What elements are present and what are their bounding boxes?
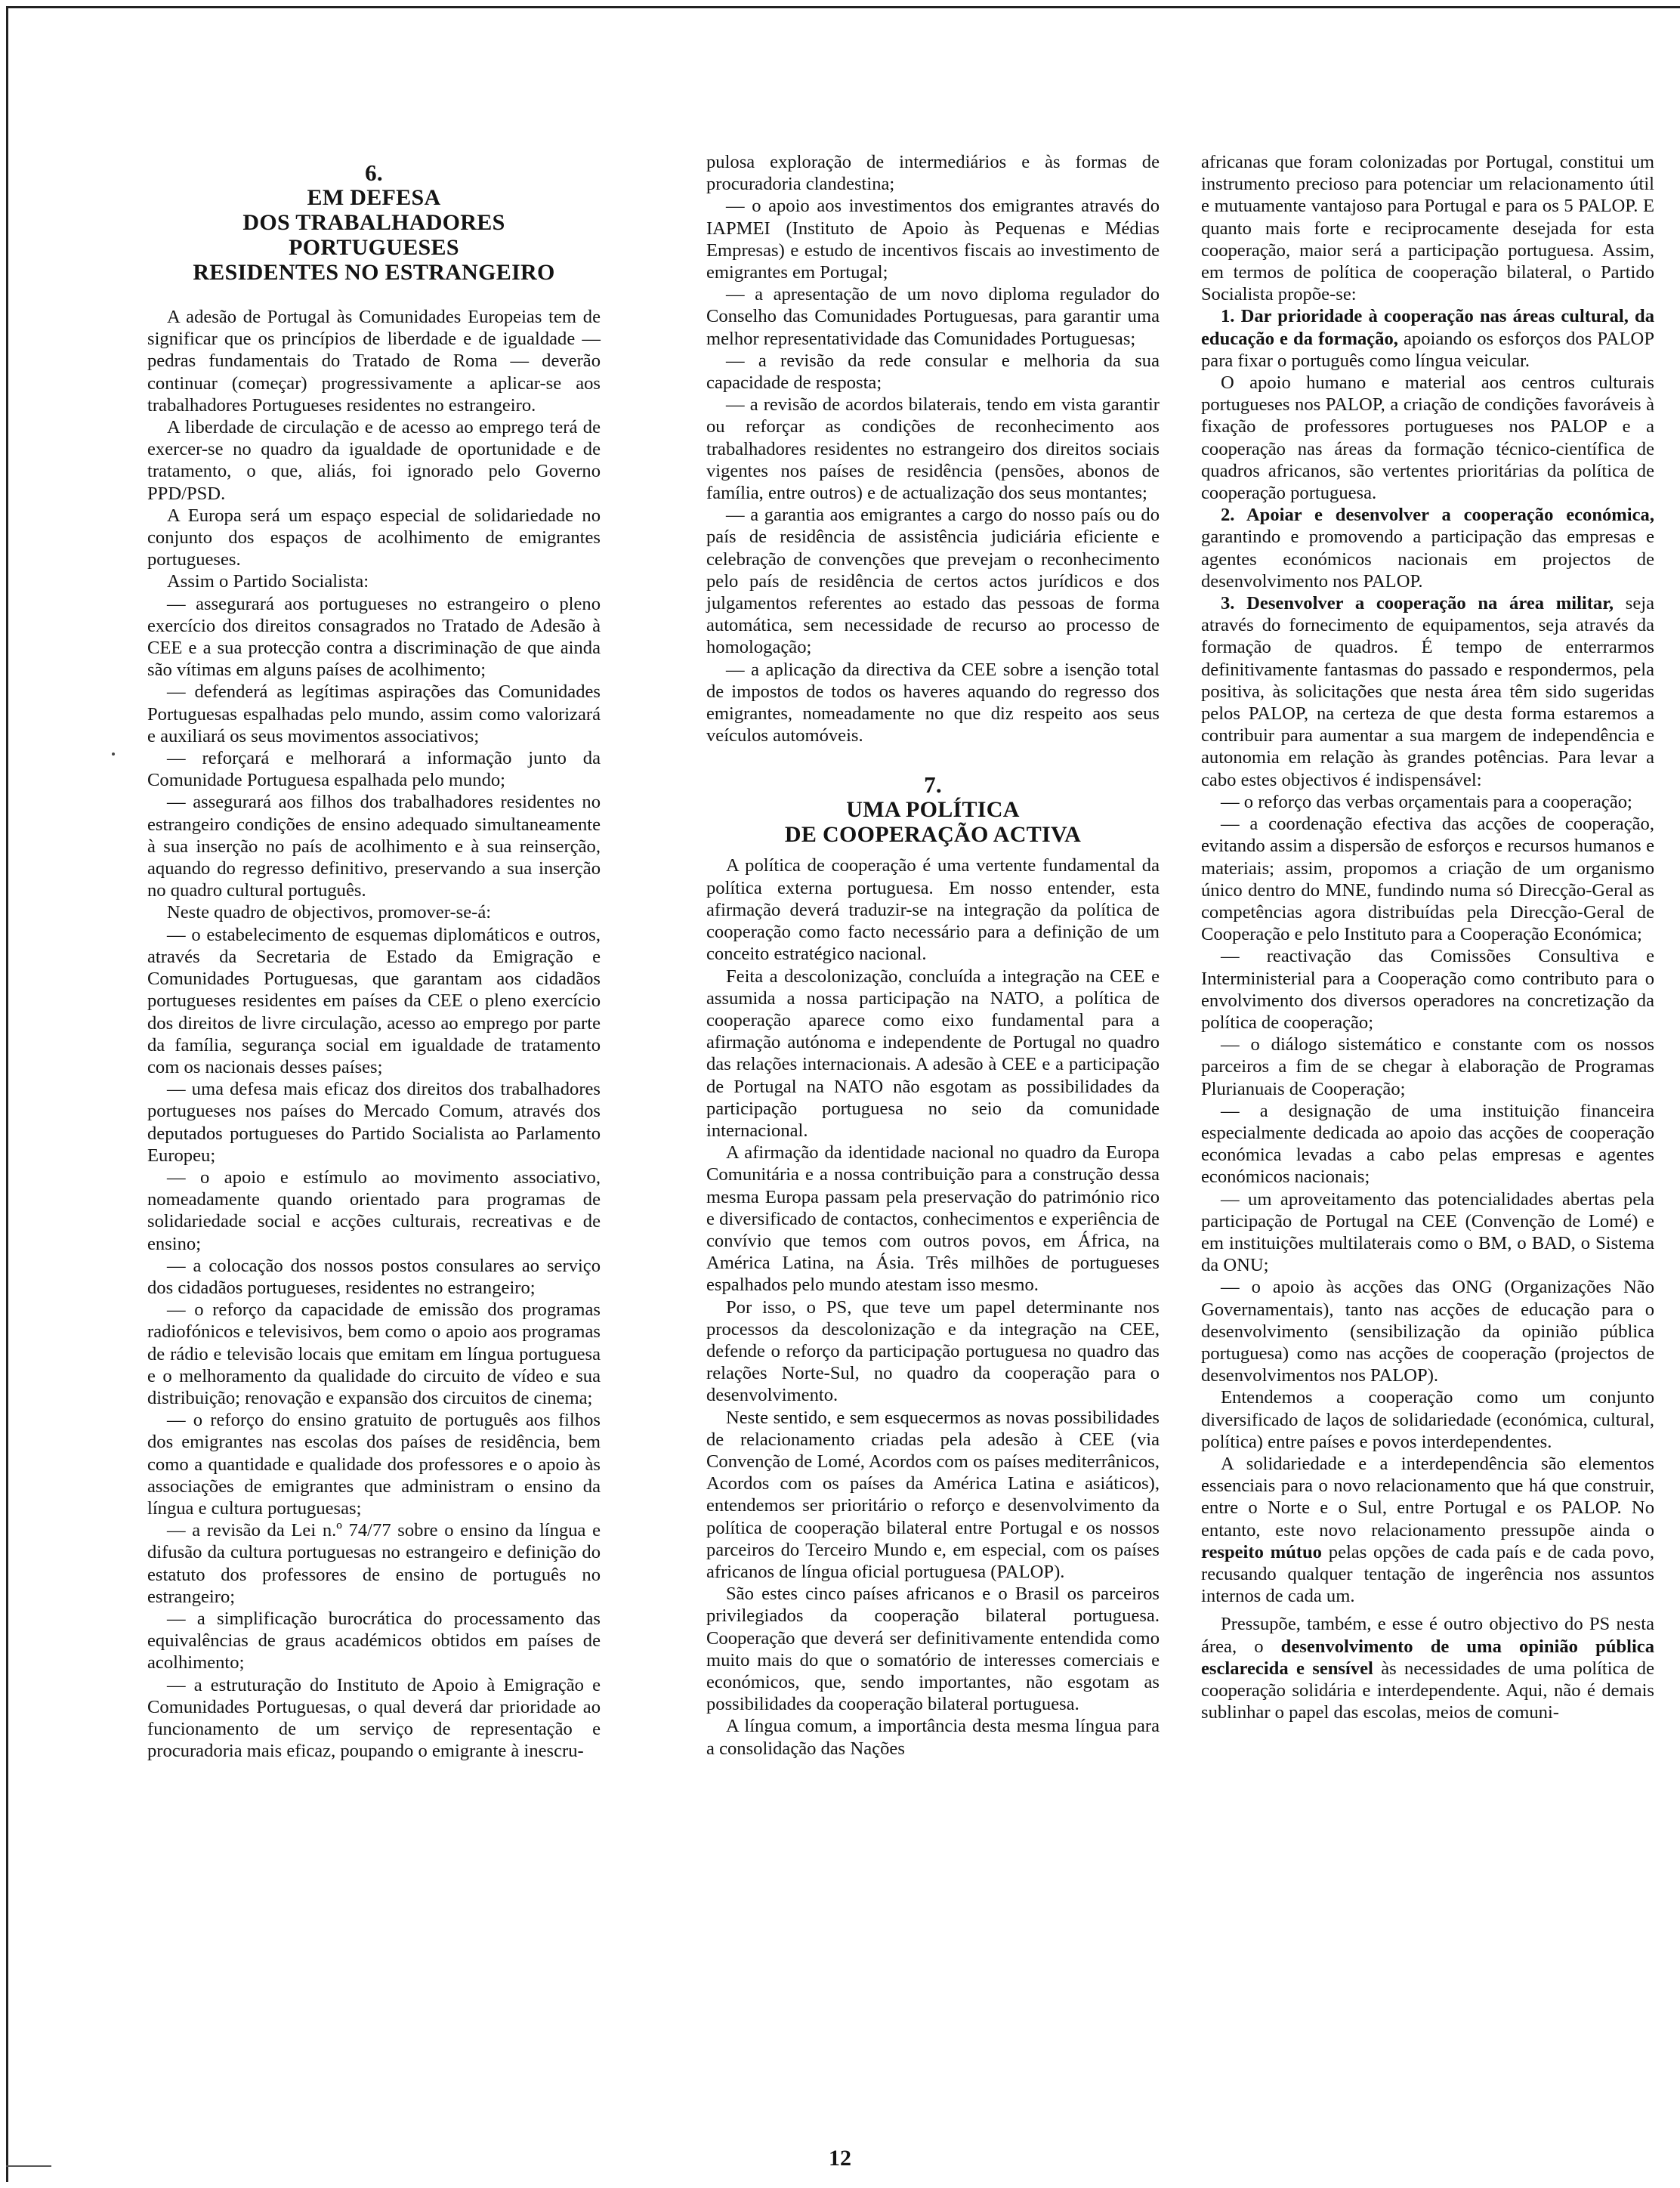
list-item: — o diálogo sistemático e constante com os nossos parceiros a fim de se chegar à elaboração de Programas Plurianuais de Cooperação; bbox=[1201, 1034, 1654, 1099]
list-item: — uma defesa mais eficaz dos direitos dos trabalhadores portugueses nos países do Mercado Comum, através dos deputados portugueses do Partido Socialista ao Parlamento Europeu; bbox=[147, 1079, 601, 1166]
list-item: — a revisão de acordos bilaterais, tendo em vista garantir ou reforçar as condições de reconhecimento aos trabalhadores residentes no estrangeiro dos direitos sociais vigentes nos países de residência (pensões, abonos de família, entre outros) e de actualização dos seus montantes; bbox=[706, 394, 1160, 504]
emphasis: respeito mútuo bbox=[1201, 1541, 1322, 1562]
paragraph: A adesão de Portugal às Comunidades Europeias tem de significar que os princípios de liberdade e de igualdade — pedras fundamentais do Tratado de Roma — deverão continuar (começar) progressivamente a aplicar-se aos trabalhadores Portugueses residentes no estrangeiro. bbox=[147, 307, 601, 416]
paragraph-text: A solidariedade e a interdependência são elementos essenciais para o novo relacionamento que há que construir, entre o Norte e o Sul, entre Portugal e os PALOP. No entanto, este novo relacionamento pressupõe ainda o bbox=[1201, 1453, 1654, 1541]
section-6-title-line: PORTUGUESES bbox=[289, 235, 459, 260]
numbered-item-2 bbox=[1201, 504, 1654, 592]
list-item: — o reforço das verbas orçamentais para a cooperação; bbox=[1221, 791, 1632, 812]
list-item: — a aplicação da directiva da CEE sobre a isenção total de impostos de todos os haveres aquando do regresso dos emigrantes, nomeadamente no que diz respeito aos seus veículos automóveis. bbox=[706, 659, 1160, 746]
list-item: — a simplificação burocrática do processamento das equivalências de graus académicos obtidos em países de acolhimento; bbox=[147, 1608, 601, 1673]
list-item: — o apoio aos investimentos dos emigrantes através do IAPMEI (Instituto de Apoio às Pequenas e Médias Empresas) e estudo de incentivos fiscais ao investimento de emigrantes em Portugal; bbox=[706, 196, 1160, 283]
paragraph: O apoio humano e material aos centros culturais portugueses nos PALOP, a criação de condições favoráveis à fixação de professores portugueses nos PALOP e a cooperação nas áreas da formação técnico-científica de quadros africanos, são vertentes prioritárias da política de cooperação portuguesa. bbox=[1201, 372, 1654, 504]
section-6-title-line: DOS TRABALHADORES bbox=[242, 210, 505, 235]
list-item: — o reforço da capacidade de emissão dos programas radiofónicos e televisivos, bem como o apoio aos programas de rádio e televisão locais que emitam em língua portuguesa e o melhoramento da qualidade do circuito de vídeo e sua distribuição; renovação e expansão dos circuitos de cinema; bbox=[147, 1300, 601, 1408]
column-2 bbox=[706, 151, 1160, 1760]
section-7-heading bbox=[706, 772, 1160, 847]
numbered-item-1-text: apoiando os esforços dos PALOP para fixar o português como língua veicular. bbox=[1201, 328, 1654, 371]
print-speck bbox=[112, 753, 115, 756]
numbered-item-1-heading: 1. Dar prioridade à cooperação nas áreas cultural, da educação e da formação, bbox=[1201, 306, 1654, 349]
paragraph-text: pelas opções de cada país e de cada povo, recusando qualquer tentação de ingerência nos assuntos internos de cada um. bbox=[1201, 1541, 1654, 1607]
emphasis: desenvolvimento de uma opinião pública esclarecida e sensível bbox=[1201, 1636, 1654, 1679]
paragraph: São estes cinco países africanos e o Brasil os parceiros privilegiados da cooperação bilateral portuguesa. Cooperação que deverá ser definitivamente entendida como muito mais do que o somatório de interesses comerciais e económicos, que, sendo importantes, não esgotam as possibilidades da cooperação bilateral portuguesa. bbox=[706, 1584, 1160, 1715]
paragraph: Assim o Partido Socialista: bbox=[167, 571, 369, 592]
paragraph: Feita a descolonização, concluída a integração na CEE e assumida a nossa participação na NATO, a política de cooperação aparece como eixo fundamental para a afirmação autónoma e independente de Portugal no quadro das relações internacionais. A adesão à CEE e a participação de Portugal na NATO não esgotam as possibilidades da participação portuguesa no seio da comunidade internacional. bbox=[706, 966, 1160, 1141]
column-1 bbox=[147, 160, 601, 1762]
section-6-heading bbox=[147, 160, 601, 285]
paragraph: A afirmação da identidade nacional no quadro da Europa Comunitária e a nossa contribuição para a construção dessa mesma Europa passam pela preservação do património rico e diversificado de contactos, conhecimentos e experiência de convívio que temos com outros povos, em África, na América Latina, na Ásia. Três milhões de portugueses espalhados pelo mundo atestam isso mesmo. bbox=[706, 1142, 1160, 1296]
list-item: — reactivação das Comissões Consultiva e Interministerial para a Cooperação como contributo para o envolvimento dos diversos operadores na concretização da política de cooperação; bbox=[1201, 946, 1654, 1033]
paragraph bbox=[1201, 1613, 1654, 1723]
list-item: — assegurará aos filhos dos trabalhadores residentes no estrangeiro condições de ensino adequado simultaneamente à sua inserção no país de acolhimento e à sua reinserção, aquando do regresso definitivo, preservando a sua inserção no quadro cultural português. bbox=[147, 792, 601, 901]
numbered-item-2-text: garantindo e promovendo a participação das empresas e agentes económicos nacionais em projectos de desenvolvimento nos PALOP. bbox=[1201, 527, 1654, 592]
paragraph bbox=[1201, 1453, 1654, 1607]
section-6-number: 6. bbox=[365, 159, 383, 186]
section-6-title-line: EM DEFESA bbox=[307, 185, 441, 210]
numbered-item-3 bbox=[1201, 592, 1654, 791]
paragraph-text: às necessidades de uma política de cooperação solidária e interdependente. Aqui, não é demais sublinhar o papel das escolas, meios de comuni- bbox=[1201, 1658, 1654, 1723]
list-item: — a colocação dos nossos postos consulares ao serviço dos cidadãos portugueses, residentes no estrangeiro; bbox=[147, 1255, 601, 1298]
section-6-title-line: RESIDENTES NO ESTRANGEIRO bbox=[193, 260, 555, 285]
paragraph: pulosa exploração de intermediários e às formas de procuradoria clandestina; bbox=[706, 152, 1160, 195]
section-7-title-line: UMA POLÍTICA bbox=[846, 797, 1020, 823]
list-item: — o estabelecimento de esquemas diplomáticos e outros, através da Secretaria de Estado da Emigração e Comunidades Portuguesas, que garantam aos cidadãos portugueses residentes em países da CEE o pleno exercício dos direitos de livre circulação, acesso ao emprego por parte da família, segurança social em igualdade de tratamento com os nacionais desses países; bbox=[147, 924, 601, 1077]
list-item: — assegurará aos portugueses no estrangeiro o pleno exercício dos direitos consagrados no Tratado de Adesão à CEE e a sua protecção contra a discriminação de que ainda são vítimas em alguns países de acolhimento; bbox=[147, 593, 601, 681]
numbered-item-3-text: seja através do fornecimento de equipamentos, seja através da formação de quadros. É tempo de enterrarmos definitivamente fantasmas do passado e respondermos, pela positiva, às solicitações que nesta área têm sido sugeridas pelos PALOP, na certeza de que desta forma estaremos a contribuir para aumentar a sua margem de independência e autonomia em relação às grandes potências. Para levar a cabo estes objectivos é indispensável: bbox=[1201, 593, 1654, 790]
paragraph: A liberdade de circulação e de acesso ao emprego terá de exercer-se no quadro da igualdade de oportunidade e de tratamento, o que, aliás, foi ignorado pelo Governo PPD/PSD. bbox=[147, 417, 601, 504]
list-item: — defenderá as legítimas aspirações das Comunidades Portuguesas espalhadas pelo mundo, assim como valorizará e auxiliará os seus movimentos associativos; bbox=[147, 681, 601, 746]
section-7-number: 7. bbox=[924, 771, 942, 799]
paragraph: africanas que foram colonizadas por Portugal, constitui um instrumento precioso para potenciar um relacionamento útil e mutuamente vantajoso para Portugal e para os 5 PALOP. E quanto mais forte e reciprocamente desejada for esta cooperação, maior será a participação portuguesa. Assim, em termos de política de cooperação bilateral, o Partido Socialista propõe-se: bbox=[1201, 152, 1654, 305]
paragraph: Por isso, o PS, que teve um papel determinante nos processos da descolonização e da integração na CEE, defende o reforço da participação portuguesa no quadro das relações Norte-Sul, no quadro da cooperação para o desenvolvimento. bbox=[706, 1296, 1160, 1406]
list-item: — a revisão da Lei n.º 74/77 sobre o ensino da língua e difusão da cultura portuguesas no estrangeiro e definição do estatuto dos professores de ensino de português no estrangeiro; bbox=[147, 1520, 601, 1607]
paragraph: Neste quadro de objectivos, promover-se-á: bbox=[167, 902, 492, 923]
paragraph: Entendemos a cooperação como um conjunto diversificado de laços de solidariedade (económica, cultural, política) entre países e povos interdependentes. bbox=[1201, 1387, 1654, 1452]
column-3 bbox=[1201, 151, 1654, 1723]
page-number: 12 bbox=[829, 2146, 851, 2171]
numbered-item-3-heading: 3. Desenvolver a cooperação na área militar, bbox=[1221, 593, 1614, 614]
list-item: — o apoio e estímulo ao movimento associativo, nomeadamente quando orientado para programas de solidariedade social e acções culturais, recreativas e de ensino; bbox=[147, 1167, 601, 1254]
list-item: — a apresentação de um novo diploma regulador do Conselho das Comunidades Portuguesas, para garantir uma melhor representatividade das Comunidades Portuguesas; bbox=[706, 284, 1160, 349]
list-item: — a coordenação efectiva das acções de cooperação, evitando assim a dispersão de esforços e recursos humanos e materiais; assim, propomos a criação de um organismo único dentro do MNE, fundindo numa só Direcção-Geral as competências agora distribuídas pela Direcção-Geral de Cooperação e pelo Instituto para a Cooperação Económica; bbox=[1201, 814, 1654, 945]
numbered-item-1 bbox=[1201, 305, 1654, 372]
page-border-top bbox=[6, 6, 1680, 8]
list-item: — a designação de uma instituição financeira especialmente dedicada ao apoio das acções de cooperação económica levadas a cabo pelas empresas e agentes económicos nacionais; bbox=[1201, 1100, 1654, 1188]
list-item: — reforçará e melhorará a informação junto da Comunidade Portuguesa espalhada pelo mundo; bbox=[147, 748, 601, 791]
list-item: — a garantia aos emigrantes a cargo do nosso país ou do país de residência de assistência judiciária eficiente e celebração de convenções que prevejam o reconhecimento pelo país de residência de certos actos jurídicos e dos julgamentos referentes ao estado das pessoas de forma automática, sem necessidade de recurso ao processo de homologação; bbox=[706, 505, 1160, 658]
list-item: — a revisão da rede consular e melhoria da sua capacidade de resposta; bbox=[706, 350, 1160, 394]
paragraph: A Europa será um espaço especial de solidariedade no conjunto dos espaços de acolhimento de emigrantes portugueses. bbox=[147, 505, 601, 570]
list-item: — o apoio às acções das ONG (Organizações Não Governamentais), tanto nas acções de educação para o desenvolvimento (sensibilização da opinião pública portuguesa) como nas acções de cooperação (projectos de desenvolvimentos nos PALOP). bbox=[1201, 1277, 1654, 1386]
paragraph: A língua comum, a importância desta mesma língua para a consolidação das Nações bbox=[706, 1716, 1160, 1759]
page-border-left bbox=[6, 6, 8, 2182]
list-item: — um aproveitamento das potencialidades abertas pela participação de Portugal na CEE (Convenção de Lomé) e em instituições multilaterais como o BM, o BAD, o Sistema da ONU; bbox=[1201, 1188, 1654, 1276]
list-item: — o reforço do ensino gratuito de português aos filhos dos emigrantes nas escolas dos países de residência, bem como a quantidade e qualidade dos professores e o apoio às associações de emigrantes que administram o ensino da língua e cultura portuguesas; bbox=[147, 1410, 601, 1519]
section-7-title-line: DE COOPERAÇÃO ACTIVA bbox=[784, 822, 1082, 848]
list-item: — a estruturação do Instituto de Apoio à Emigração e Comunidades Portuguesas, o qual deverá dar prioridade ao funcionamento de um serviço de representação e procuradoria mais eficaz, poupando o emigrante à inescru- bbox=[147, 1674, 601, 1762]
numbered-item-2-heading: 2. Apoiar e desenvolver a cooperação económica, bbox=[1221, 505, 1654, 526]
paragraph: Neste sentido, e sem esquecermos as novas possibilidades de relacionamento criadas pela adesão à CEE (via Convenção de Lomé, Acordos com os países mediterrânicos, Acordos com os países da América Latina e asiáticos), entendemos ser prioritário o reforço e desenvolvimento da política de cooperação bilateral entre Portugal e os nossos parceiros do Terceiro Mundo e, em especial, com os países africanos de língua oficial portuguesa (PALOP). bbox=[706, 1407, 1160, 1582]
paragraph: A política de cooperação é uma vertente fundamental da política externa portuguesa. Em nosso entender, esta afirmação deverá traduzir-se na integração da política de cooperação como facto necessário para a definição de um conceito estratégico nacional. bbox=[706, 855, 1160, 965]
paragraph-text: Pressupõe, também, e esse é outro objectivo do PS nesta área, o bbox=[1201, 1614, 1654, 1657]
